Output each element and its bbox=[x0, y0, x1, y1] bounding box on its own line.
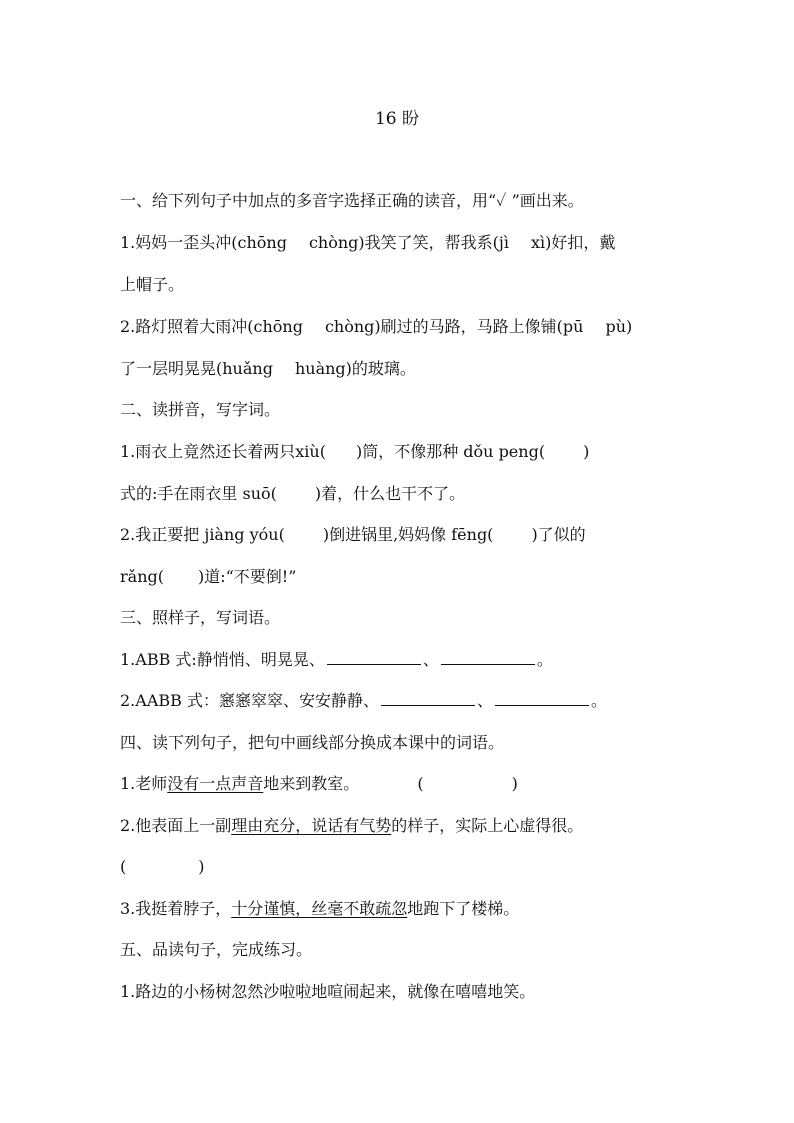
section-5-heading: 五、品读句子，完成练习。 bbox=[120, 940, 313, 959]
item-text: 2.他表面上一副 bbox=[120, 816, 232, 835]
section-3-item-1 bbox=[120, 649, 553, 671]
item-text: pù) bbox=[605, 317, 633, 336]
item-text: )筒，不像那种 dǒu peng( bbox=[355, 442, 546, 461]
section-4-item-3 bbox=[120, 898, 519, 920]
section-2-item-1-line-2 bbox=[120, 483, 465, 505]
separator: 、 bbox=[476, 691, 493, 710]
answer-blank[interactable] bbox=[495, 691, 589, 706]
item-text: xì)好扣，戴 bbox=[530, 233, 616, 252]
item-text: 1.ABB 式:静悄悄、明晃晃、 bbox=[120, 650, 325, 669]
item-text: )了似的 bbox=[531, 525, 586, 544]
underlined-phrase: 理由充分，说话有气势 bbox=[231, 816, 392, 835]
item-text: 1.老师 bbox=[120, 774, 168, 793]
page-title: 16 盼 bbox=[374, 109, 420, 129]
item-text: chòng)刷过的马路，马路上像铺(pū bbox=[324, 317, 584, 336]
section-4-heading: 四、读下列句子，把句中画线部分换成本课中的词语。 bbox=[120, 733, 505, 752]
section-5-item-1: 1.路边的小杨树忽然沙啦啦地喧闹起来，就像在嘻嘻地笑。 bbox=[120, 982, 536, 1001]
underlined-phrase: 十分谨慎，丝毫不敢疏忽 bbox=[231, 899, 408, 918]
section-4-item-2 bbox=[120, 815, 583, 837]
item-text: rǎng( bbox=[120, 567, 164, 586]
end-mark: 。 bbox=[591, 691, 608, 710]
section-1-item-1-line-2: 上帽子。 bbox=[120, 275, 185, 294]
item-text: 3.我挺着脖子， bbox=[120, 899, 232, 918]
item-text: 式的:手在雨衣里 suō( bbox=[120, 484, 277, 503]
item-text: 的样子，实际上心虚得很。 bbox=[391, 816, 584, 835]
item-text: huàng)的玻璃。 bbox=[294, 359, 416, 378]
separator: 、 bbox=[422, 650, 439, 669]
section-1-heading: 一、给下列句子中加点的多音字选择正确的读音，用“✓ ”画出来。 bbox=[120, 191, 584, 210]
section-1-item-2-line-2 bbox=[120, 358, 416, 380]
section-1-item-1-line-1 bbox=[120, 232, 615, 254]
item-text: chòng)我笑了笑，帮我系(jì bbox=[308, 233, 509, 252]
item-text: 了一层明晃晃(huǎng bbox=[120, 359, 273, 378]
end-mark: 。 bbox=[536, 650, 553, 669]
section-2-item-1-line-1 bbox=[120, 441, 589, 463]
section-2-heading: 二、读拼音，写字词。 bbox=[120, 400, 281, 419]
item-text: )倒进锅里,妈妈像 fēng( bbox=[322, 525, 494, 544]
underlined-phrase: 没有一点声音 bbox=[167, 774, 264, 793]
item-text: )着，什么也干不了。 bbox=[314, 484, 466, 503]
answer-paren-close: ) bbox=[198, 857, 205, 876]
section-2-item-2-line-1 bbox=[120, 524, 586, 546]
answer-paren-open: ( bbox=[417, 774, 424, 793]
item-text: 2.AABB 式：窸窸窣窣、安安静静、 bbox=[120, 691, 379, 710]
item-text: 1.雨衣上竟然还长着两只xiù( bbox=[120, 442, 326, 461]
item-text: 2.我正要把 jiàng yóu( bbox=[120, 525, 285, 544]
answer-blank[interactable] bbox=[327, 650, 421, 665]
section-4-item-1 bbox=[120, 773, 518, 795]
answer-blank[interactable] bbox=[381, 691, 475, 706]
item-text: 2.路灯照着大雨冲(chōng bbox=[120, 317, 303, 336]
answer-paren-open: ( bbox=[120, 857, 127, 876]
section-3-item-2 bbox=[120, 690, 607, 712]
section-3-heading: 三、照样子，写词语。 bbox=[120, 608, 281, 627]
item-text: )道:“不要倒!” bbox=[197, 567, 297, 586]
item-text: 地来到教室。 bbox=[263, 774, 360, 793]
section-4-item-2-answer bbox=[120, 856, 205, 878]
item-text: ) bbox=[583, 442, 590, 461]
item-text: 地跑下了楼梯。 bbox=[407, 899, 520, 918]
section-1-item-2-line-1 bbox=[120, 316, 632, 338]
answer-blank[interactable] bbox=[441, 650, 535, 665]
section-2-item-2-line-2 bbox=[120, 566, 296, 588]
item-text: 1.妈妈一歪头冲(chōng bbox=[120, 233, 287, 252]
answer-paren-close: ) bbox=[511, 774, 518, 793]
